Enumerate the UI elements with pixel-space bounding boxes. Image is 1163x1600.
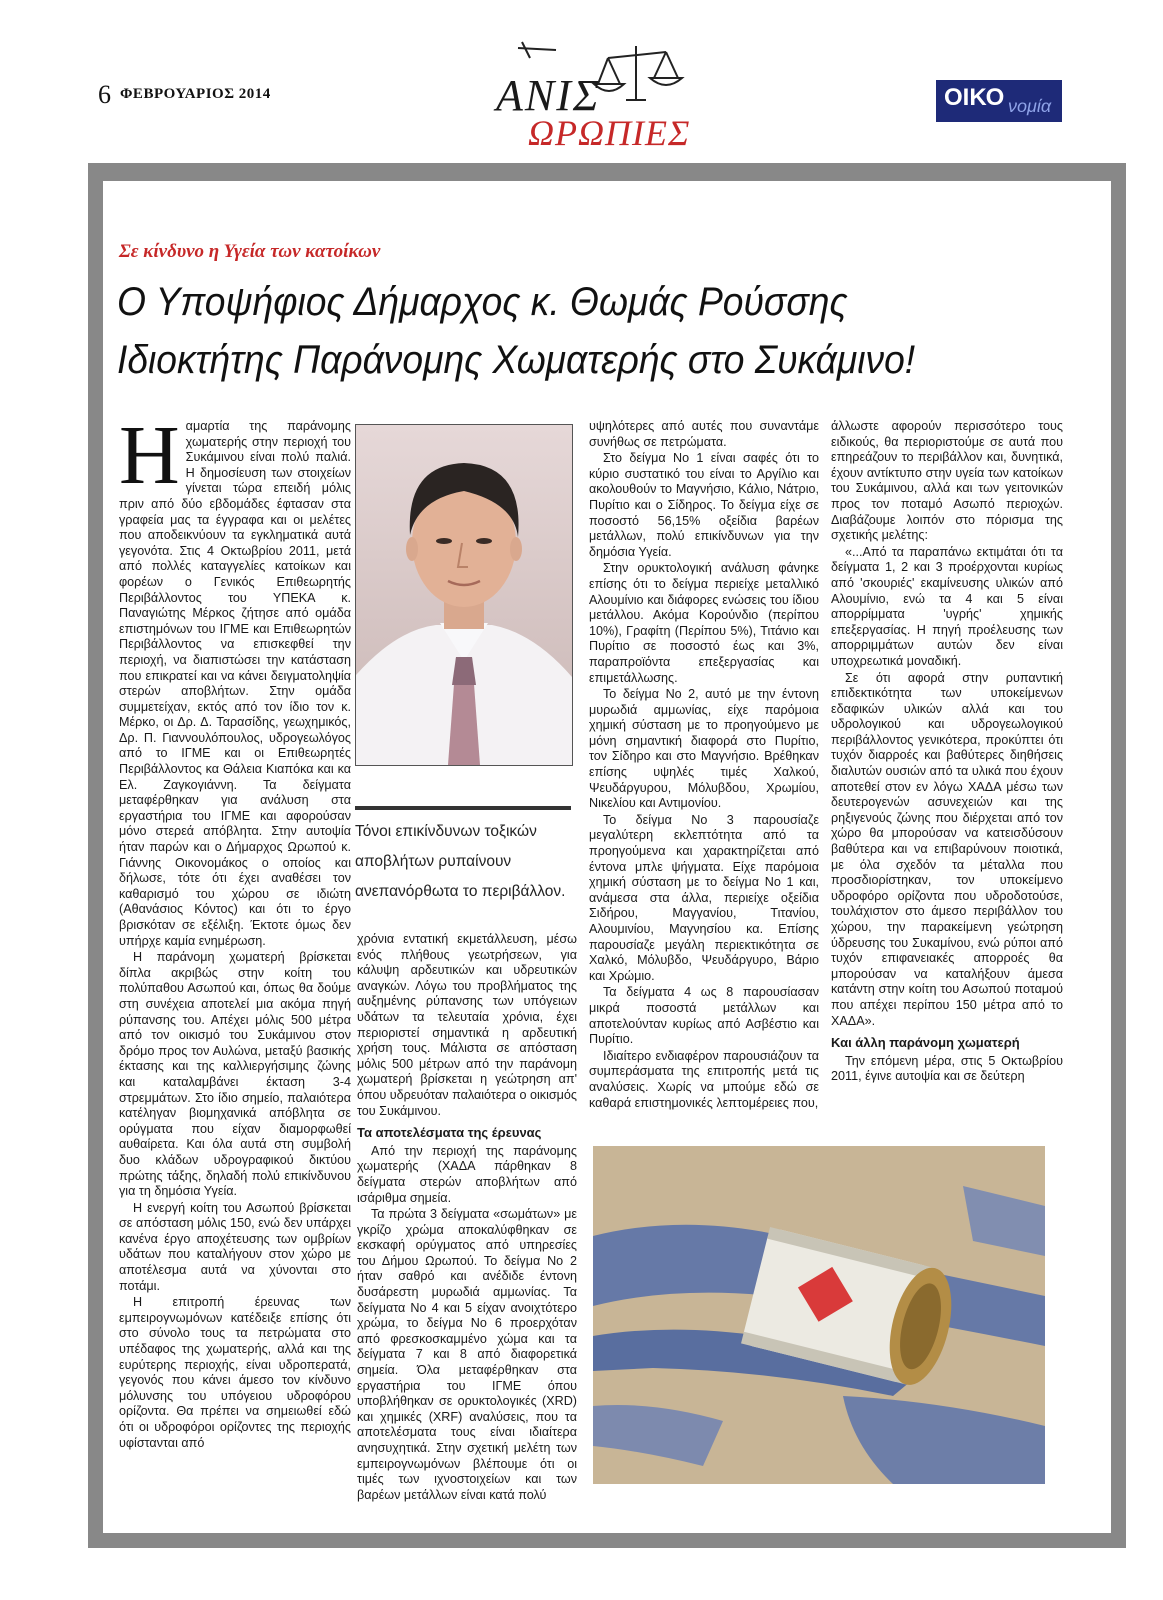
drop-cap: Η [119, 409, 180, 502]
paragraph: Η ενεργή κοίτη του Ασωπού βρίσκεται σε απόσταση μόλις 150, ενώ δεν υπάρχει κανένα έργο αποχέτευσης των ομβρίων υδάτων που καταλήγουν στον χώρο με αποτέλεσμα αυτά να χύνονται στο ποτάμι. [119, 1200, 351, 1293]
article-column-4 [831, 419, 1063, 1086]
page-number: 6 [98, 80, 111, 109]
toxic-drum-photo [593, 1146, 1045, 1484]
photo-caption: Τόνοι επικίνδυνων τοξικών αποβλήτων ρυπαίνουν ανεπανόρθωτα το περιβάλλον. [355, 823, 566, 900]
portrait-illustration [356, 425, 572, 765]
logo-line-1: ΑΝΙΣ [496, 71, 602, 120]
paragraph: Η παράνομη χωματερή βρίσκεται δίπλα ακριβώς στην κοίτη του πολύπαθου Ασωπού και, όπως θα δούμε στη συνέχεια αποτελεί μια ακόμα πηγή ρύπανσης του. Απέχει μόλις 500 μέτρα από τον οικισμό του Συκάμινου στον δρόμο προς τον Αυλώνα, μεταξύ βασικής έκτασης και της καλλιεργήσιμης ζώνης και καταλαμβάνει έκταση 3-4 στρεμμάτων. Στο ίδιο σημείο, παλαιότερα κατέληγαν βιομηχανικά απόβλητα σε ορύγματα που είχαν διαμορφωθεί αυθαίρετα. Και όλα αυτά στη συμβολή δυο κλάδων υδρογραφικού δικτύου πρώτης τάξης, δηλαδή πολύ επικίνδυνου για τη δημόσια Υγεία. [119, 950, 351, 1199]
article-column-3 [589, 419, 819, 1112]
paragraph: «...Από τα παραπάνω εκτιμάται ότι τα δείγματα 1, 2 και 3 προέρχονται κυρίως από 'σκουριές' εκαμίνευσης υλικών από Αλουμίνιο, ενώ τα 4 και 5 είναι απορρίμματα 'υγρής' χημικής επεξεργασίας. Η πηγή προέλευσης των απορριμμάτων αυτών δεν είναι υποχρεωτικά μοναδική. [831, 544, 1063, 668]
paragraph: άλλωστε αφορούν περισσότερο τους ειδικούς, θα περιοριστούμε σε αυτά που επηρεάζουν το περιβάλλον και, δυνητικά, έχουν αντίκτυπο στην υγεία των κατοίκων του Συκάμινου, αλλά και των γειτονικών προς τον ποταμό Ασωπό περιοχών. Διαβάζουμε λοιπόν στο πόρισμα της σχετικής μελέτης: [831, 419, 1063, 543]
paragraph: Τα πρώτα 3 δείγματα «σωμάτων» με γκρίζο χρώμα αποκαλύφθηκαν σε εκσκαφή ορύγματος από υπηρεσίες του Δήμου Ωρωπού. Το δείγμα Νο 2 ήταν σαθρό και ανέδιδε έντονη δυσάρεστη μυρωδιά αμμωνίας. Τα δείγματα Νο 4 και 5 είχαν ανοιχτότερο χρώμα, το δείγμα Νο 6 προερχόταν από φρεσκοσκαμμένο χώμα και τα δείγματα 7 και 8 από διαφορετικά σημεία. Όλα μεταφέρθηκαν στα εργαστήρια του ΙΓΜΕ όπου υποβλήθηκαν σε ορυκτολογικές (XRD) και χημικές (XRF) αναλύσεις, που τα αποτελέσματα τους είναι ιδιαίτερα ανησυχητικά. Στην σχετική μελέτη των εμπειρογνωμόνων βλέπουμε ότι οι τιμές των ιχνοστοιχείων και των βαρέων μετάλλων είναι κατά πολύ [357, 1207, 577, 1502]
paragraph: χρόνια εντατική εκμετάλλευση, μέσω ενός πλήθους γεωτρήσεων, για κάλυψη αρδευτικών και υδρευτικών αναγκών. Λόγω του προβλήματος της αυξημένης ρύπανσης των υπόγειων υδάτων τα τελευταία χρόνια, έχει περιοριστεί σημαντικά η αρδευτική χρήση τους. Μάλιστα σε απόσταση μόλις 500 μέτρων από την παράνομη χωματερή βρίσκεται η γεώτρηση απ' όπου υδρευόταν παλαιότερα ο οικισμός του Συκάμινου. [357, 932, 577, 1118]
article-page [103, 181, 1111, 1533]
paragraph: Σε ότι αφορά στην ρυπαντική επιδεκτικότητα των υποκείμενων εδαφικών υλικών αλλά και του υδρολογικού και υδρογεωλογικού περιβάλλοντος γενικότερα, προκύπτει ότι τυχόν διαρροές και βαθύτερες διηθήσεις διαλυτών ουσιών από τα υλικά που έχουν αποτεθεί στον εν λόγω ΧΑΔΑ μέσω των δευτερογενών ασυνεχειών και της ρηξιγενούς ζώνης που διέρχεται από τον χώρο θα μπορούσαν να κατεισδύσουν βαθύτερα και να επιβαρύνουν ποιοτικά, με όλα σχεδόν τα μέταλλα που προσδιορίστηκαν, τον υποκείμενο υδροφόρο ορίζοντα που υδροδοτούσε, τουλάχιστον στο άμεσο περιβάλλον του χώρου, την παρακείμενη γεώτρηση ύδρευσης του Συκαμίνου, ενώ ρύποι από τυχόν επιφανειακές απορροές θα μπορούσαν να καταλήξουν άμεσα κατάντη στην κοίτη του Ασωπού ποταμού που απέχει περίπου 150 μέτρα από το ΧΑΔΑ». [831, 670, 1063, 1028]
paragraph: Από την περιοχή της παράνομης χωματερής (ΧΑΔΑ πάρθηκαν 8 δείγματα στερών αποβλήτων από ισάριθμα σημεία. [357, 1143, 577, 1205]
paragraph: Η επιτροπή έρευνας των εμπειρογνωμόνων κατέδειξε επίσης ότι στο σύνολο τους τα πετρώματα στο υπέδαφος της χωματερής, αλλά και της ευρύτερης περιοχής, είναι υδροπερατά, γεγονός που κάνει άμεσο τον κίνδυνο μόλυνσης του υπόγειου υδροφόρου ορίζοντα. Θα πρέπει να σημειωθεί εδώ ότι οι υδροφόροι ορίζοντες της περιοχής υφίστανται από [119, 1295, 351, 1450]
candidate-portrait-photo [355, 424, 573, 766]
article-column-2 [357, 932, 577, 1504]
paragraph: Ιδιαίτερο ενδιαφέρον παρουσιάζουν τα συμπεράσματα της επιτροπής μετά τις αναλύσεις. Χωρίς να μπούμε εδώ σε καθαρά επιστημονικές λεπτομέρειες που, [589, 1048, 819, 1110]
paragraph: Την επόμενη μέρα, στις 5 Οκτωβρίου 2011, έγινε αυτοψία και σε δεύτερη [831, 1053, 1063, 1084]
headline-line-2: Ιδιοκτήτης Παράνομης Χωματερής στο Συκάμινο! [117, 338, 916, 382]
results-subheading: Τα αποτελέσματα της έρευνας [357, 1125, 542, 1141]
paragraph: Το δείγμα Νο 3 παρουσίαζε μεγαλύτερη εκλεπτότητα από τα προηγούμενα και χαρακτηρίζεται από έντονα μπλε ψήγματα. Είχε παρόμοια χημική σύσταση με το δείγμα Νο 1 και, ανάμεσα στα άλλα, περιείχε οξείδια Σιδήρου, Μαγγανίου, Τιτανίου, Αλουμινίου, Μαγνησίου κα. Επίσης παρουσίαζε μεγάλη περιεκτικότητα σε Χαλκό, Μόλυβδο, Ψευδάργυρο, Βάριο και Χρώμιο. [589, 812, 819, 983]
article-column-1 [119, 409, 351, 1452]
paragraph: Τα δείγματα 4 ως 8 παρουσίασαν μικρά ποσοστά μετάλλων και αποτελούνταν κυρίως από Ασβέστιο και Πυρίτιο. [589, 985, 819, 1047]
another-landfill-subheading: Και άλλη παράνομη χωματερή [831, 1035, 1020, 1051]
badge-bold-text: ΟΙΚΟ [944, 84, 1005, 111]
headline-line-1: Ο Υποψήφιος Δήμαρχος κ. Θωμάς Ρούσσης [117, 280, 848, 324]
page-header [0, 0, 1163, 160]
article-frame [88, 163, 1126, 1548]
section-logo [478, 28, 708, 158]
article-kicker: Σε κίνδυνο η Υγεία των κατοίκων [119, 241, 381, 262]
article-headline [117, 273, 1028, 389]
caption-rule [355, 806, 571, 810]
badge-italic-text: νομία [1008, 96, 1052, 116]
paragraph: αμαρτία της παράνομης χωματερής στην περιοχή του Συκάμινου είναι πολύ παλιά. Η δημοσίευση των στοιχείων γίνεται τώρα επειδή μόλις πριν από δύο εβδομάδες έφτασαν στα γραφεία μας τα έγγραφα και οι μελέτες που αποδεικνύουν τα εγκληματικά αυτά γεγονότα. Στις 4 Οκτωβρίου 2011, μετά από πολλές καταγγελίες κατοίκων και φορέων ο Γενικός Επιθεωρητής Περιβάλλοντος του ΥΠΕΚΑ κ. Παναγιώτης Μέρκος ζήτησε από ομάδα επιστημόνων του ΙΓΜΕ και Επιθεωρητών Περιβάλλοντος να επισκεφθεί την περιοχή, να διαπιστώσει την κατάσταση που επικρατεί και να κάνει δειγματοληψία στερών αποβλήτων. Στην ομάδα συμμετείχαν, εκτός από τον ίδιο τον κ. Μέρκο, οι Δρ. Δ. Ταρασίδης, γεωχημικός, Δρ. Π. Γιαννουλόπουλος, υδρογεωλόγος από το ΙΓΜΕ και οι Επιθεωρητές Περιβάλλοντος κα Θάλεια Κιαπόκα και κα Ελ. Ζαγκογιάννη. Τα δείγματα μεταφέρθηκαν για ανάλυση στα εργαστήρια του ΙΓΜΕ και αφορούσαν μόνο στερεά απόβλητα. Στην αυτοψία ήταν παρών και ο Δήμαρχος Ωρωπού κ. Γιάννης Οικονομάκος ο οποίος και δήλωσε, τότε ότι έχει αναθέσει τον καθαρισμό του χώρου σε ιδιώτη (Αθανάσιος Κόντος) και ότι το έργο βρισκόταν σε εξέλιξη. Έκτοτε όμως δεν υπήρχε καμία ενημέρωση. [119, 419, 351, 948]
drum-illustration [593, 1146, 1045, 1484]
issue-date: ΦΕΒΡΟΥΑΡΙΟΣ 2014 [120, 86, 271, 102]
paragraph: Στην ορυκτολογική ανάλυση φάνηκε επίσης ότι το δείγμα περιείχε μεταλλικό Αλουμίνιο και διάφορες ενώσεις του ίδιου μετάλλου. Ακόμα Κορούνδιο (περίπου 10%), Γραφίτη (Περίπου 5%), Τιτάνιο και Πυρίτιο σε ποσοστό έως και 3%, παραπροϊόντα επεξεργασίας και επιμετάλλωσης. [589, 561, 819, 685]
logo-line-2: ΩΡΩΠΙΕΣ [528, 113, 691, 153]
paragraph: Στο δείγμα Νο 1 είναι σαφές ότι το κύριο συστατικό του είναι το Αργίλιο και ακολουθούν το Μαγνήσιο, Κάλιο, Νάτριο, Πυρίτιο και ο Σίδηρος. Το δείγμα είχε σε ποσοστό 56,15% οξείδια βαρέων μετάλλων, πολύ επικίνδυνων για την δημόσια Υγεία. [589, 451, 819, 559]
paragraph: Το δείγμα Νο 2, αυτό με την έντονη μυρωδιά αμμωνίας, είχε παρόμοια χημική σύσταση με το προηγούμενο με μόνη σημαντική διαφορά στο Πυρίτιο, τον Σίδηρο και στο Μαγνήσιο. Βρέθηκαν επίσης υψηλές τιμές Χαλκού, Ψευδάργυρου, Μόλυβδου, Χρωμίου, Νικελίου και Αντιμονίου. [589, 687, 819, 811]
paragraph: υψηλότερες από αυτές που συναντάμε συνήθως σε πετρώματα. [589, 419, 819, 449]
section-badge [936, 80, 1062, 122]
